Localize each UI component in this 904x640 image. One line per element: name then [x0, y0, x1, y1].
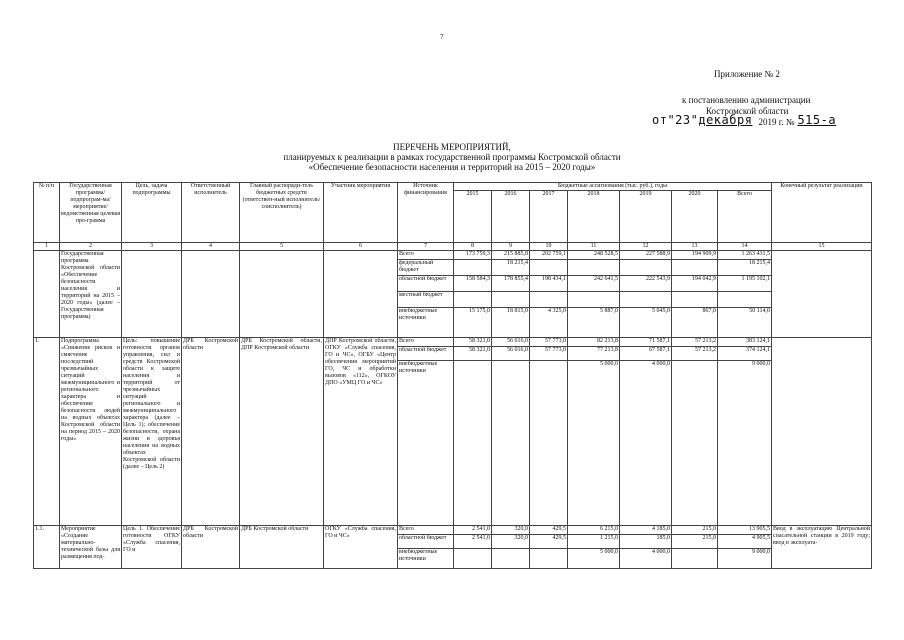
- column-number: 5: [240, 243, 324, 251]
- budget-value: 242 641,5: [568, 276, 620, 292]
- budget-value: 15 175,0: [454, 308, 492, 338]
- budget-value: 429,5: [530, 535, 568, 549]
- header-participant: Участник мероприятия: [324, 183, 398, 243]
- budget-value: 1 215,0: [568, 535, 620, 549]
- budget-value: 248 528,5: [568, 251, 620, 260]
- funding-source: Всего: [398, 338, 454, 347]
- measure-name: Мероприятие «Создание материально-технической базы для размещения под-: [60, 526, 122, 569]
- column-number: 12: [620, 243, 672, 251]
- header-year: 2018: [568, 191, 620, 243]
- budget-value: 5 000,0: [568, 549, 620, 569]
- budget-value: 4 000,0: [620, 549, 672, 569]
- program-row: [34, 251, 872, 260]
- header-source: Источник финансирования: [398, 183, 454, 243]
- budget-total: 13 905,5: [718, 526, 772, 535]
- budget-total: 383 124,1: [718, 338, 772, 347]
- budget-value: [454, 260, 492, 276]
- funding-source: областной бюджет: [398, 535, 454, 549]
- budget-value: [568, 292, 620, 308]
- budget-value: [530, 292, 568, 308]
- measures-table: [33, 182, 872, 569]
- page-number: 7: [440, 33, 444, 41]
- budget-value: 58 321,0: [454, 347, 492, 361]
- budget-value: 429,5: [530, 526, 568, 535]
- budget-value: 58 321,0: [454, 338, 492, 347]
- budget-total: 9 000,0: [718, 361, 772, 526]
- budget-value: 82 213,8: [568, 338, 620, 347]
- budget-value: 56 016,0: [492, 338, 530, 347]
- budget-value: 215 885,8: [492, 251, 530, 260]
- column-number: 7: [398, 243, 454, 251]
- budget-value: 215,0: [672, 526, 718, 535]
- header-year: 2017: [530, 191, 568, 243]
- budget-value: 18 815,0: [492, 308, 530, 338]
- budget-value: 173 759,3: [454, 251, 492, 260]
- column-number: 10: [530, 243, 568, 251]
- budget-value: [568, 260, 620, 276]
- budget-value: 71 587,1: [620, 338, 672, 347]
- date-month: декабря: [698, 113, 753, 127]
- title-line-2: планируемых к реализации в рамках государственной программы Костромской области: [283, 152, 621, 162]
- budget-value: 178 855,4: [492, 276, 530, 292]
- measure-goal: Цель 1. Обеспечение готовности ОГКУ «Служба спасения, ГО и: [122, 526, 182, 569]
- budget-value: 185,0: [620, 535, 672, 549]
- budget-value: [454, 549, 492, 569]
- funding-source: внебюджетные источники: [398, 361, 454, 526]
- budget-value: 4 325,0: [530, 308, 568, 338]
- budget-value: [492, 549, 530, 569]
- budget-value: 2 541,0: [454, 526, 492, 535]
- budget-value: 194 042,9: [672, 276, 718, 292]
- budget-value: [672, 260, 718, 276]
- budget-value: 57 213,2: [672, 338, 718, 347]
- budget-value: 67 587,1: [620, 347, 672, 361]
- column-number: 2: [60, 243, 122, 251]
- subprogram-name: Подпрограмма «Снижение рисков и смягчение последствий чрезвычайных ситуаций межмуниципального и регионального характера и обеспечение безопасности людей на водных объектах Костромской области на период 2015 – 2020 годы»: [60, 338, 122, 526]
- budget-total: 374 124,1: [718, 347, 772, 361]
- column-number: 15: [772, 243, 872, 251]
- header-total: Всего: [718, 191, 772, 243]
- header-budget: Бюджетные ассигнования (тыс. руб.), годы: [454, 183, 772, 191]
- budget-value: 194 909,9: [672, 251, 718, 260]
- budget-value: 2 541,0: [454, 535, 492, 549]
- program-name: Государственная программа Костромской области «Обеспечение безопасности населения и территорий на 2015 – 2020 годы» (далее – Государственная программа): [60, 251, 122, 338]
- budget-value: 77 213,8: [568, 347, 620, 361]
- budget-total: 4 905,5: [718, 535, 772, 549]
- budget-value: 227 588,9: [620, 251, 672, 260]
- measure-row: [34, 526, 872, 535]
- budget-value: 158 584,3: [454, 276, 492, 292]
- budget-value: [530, 549, 568, 569]
- region-label: Костромской области: [706, 106, 789, 116]
- budget-value: 5 045,0: [620, 308, 672, 338]
- column-number: 3: [122, 243, 182, 251]
- budget-value: 320,0: [492, 526, 530, 535]
- decree-number: 515-а: [797, 113, 837, 127]
- date-year: 2019 г. №: [758, 117, 795, 127]
- subprogram-goal: Цель: повышение готовности органов управления, сил и средств Костромской области к защите населения и территорий от чрезвычайных ситуаций регионального и межмуниципального характера (далее – Цель 1); обеспечение безопасности, охрана жизни и здоровья населения на водных объектах Костромской области (далее – Цель 2): [122, 338, 182, 526]
- budget-value: [672, 549, 718, 569]
- budget-value: [530, 260, 568, 276]
- budget-value: 198 434,1: [530, 276, 568, 292]
- date-day: от"23": [652, 113, 699, 127]
- subprogram-row: [34, 338, 872, 347]
- header-year: 2019: [620, 191, 672, 243]
- header-manager: Главный распоряди-тель бюджетных средств (ответствен-ный исполнитель/ соисполнитель): [240, 183, 324, 243]
- funding-source: областной бюджет: [398, 276, 454, 292]
- budget-value: [454, 361, 492, 526]
- decree-date-line: [652, 113, 836, 127]
- funding-source: внебюджетные источники: [398, 308, 454, 338]
- budget-value: [620, 292, 672, 308]
- measure-executor: ДРБ Костромской области: [182, 526, 240, 569]
- budget-value: 57 213,2: [672, 347, 718, 361]
- row-number: 1.1.: [34, 526, 60, 569]
- funding-source: Всего: [398, 251, 454, 260]
- budget-value: 5 000,0: [568, 361, 620, 526]
- header-year: 2016: [492, 191, 530, 243]
- budget-value: [672, 361, 718, 526]
- budget-total: 1 195 102,1: [718, 276, 772, 292]
- subprogram-executor: ДРБ Костромской области: [182, 338, 240, 526]
- document-title: [0, 142, 904, 172]
- budget-total: 18 215,4: [718, 260, 772, 276]
- budget-total: [718, 292, 772, 308]
- measure-result: Ввод в эксплуатацию Центральной спасательной станции в 2019 году; ввод в эксплуата-: [772, 526, 872, 569]
- funding-source: местный бюджет: [398, 292, 454, 308]
- budget-value: [530, 361, 568, 526]
- funding-source: внебюджетные источники: [398, 549, 454, 569]
- measure-participant: ОГКУ «Служба спасения, ГО и ЧС»: [324, 526, 398, 569]
- column-number-row: [34, 243, 872, 251]
- budget-value: 57 773,0: [530, 347, 568, 361]
- budget-value: [672, 292, 718, 308]
- column-number: 13: [672, 243, 718, 251]
- budget-value: 867,0: [672, 308, 718, 338]
- budget-value: 4 000,0: [620, 361, 672, 526]
- budget-value: 18 215,4: [492, 260, 530, 276]
- header-goal: Цель, задача подпрограммы: [122, 183, 182, 243]
- header-year: 2015: [454, 191, 492, 243]
- column-number: 4: [182, 243, 240, 251]
- budget-value: [454, 292, 492, 308]
- funding-source: федеральный бюджет: [398, 260, 454, 276]
- column-number: 1: [34, 243, 60, 251]
- budget-total: 50 114,0: [718, 308, 772, 338]
- budget-value: [492, 361, 530, 526]
- budget-value: 57 773,0: [530, 338, 568, 347]
- budget-value: [620, 260, 672, 276]
- budget-value: 202 759,1: [530, 251, 568, 260]
- measure-manager: ДРБ Костромской области: [240, 526, 324, 569]
- header-program: Государственная программа/ подпрограм-ма/мероприятие/ ведомственная целевая про-грамма: [60, 183, 122, 243]
- subprogram-manager: ДРБ Костромской области, ДПР Костромской области: [240, 338, 324, 526]
- header-executor: Ответственный исполнитель: [182, 183, 240, 243]
- budget-value: 215,0: [672, 535, 718, 549]
- column-number: 9: [492, 243, 530, 251]
- column-number: 11: [568, 243, 620, 251]
- appendix-label: Приложение № 2: [714, 69, 780, 79]
- budget-value: 4 185,0: [620, 526, 672, 535]
- funding-source: областной бюджет: [398, 347, 454, 361]
- header-num: № п/п: [34, 183, 60, 243]
- subprogram-participant: ДПР Костромской области, ОГКУ «Служба спасения, ГО и ЧС», ОГБУ «Центр обеспечения мероприятий ГО, ЧС и обработки вызовов «112», ОГКОУ ДПО «УМЦ ГО и ЧС»: [324, 338, 398, 526]
- header-year: 2020: [672, 191, 718, 243]
- row-number: 1.: [34, 338, 60, 526]
- budget-value: 320,0: [492, 535, 530, 549]
- budget-value: [492, 292, 530, 308]
- column-number: 6: [324, 243, 398, 251]
- budget-value: 6 215,0: [568, 526, 620, 535]
- budget-total: 1 263 431,5: [718, 251, 772, 260]
- column-number: 8: [454, 243, 492, 251]
- decree-label: к постановлению администрации: [682, 95, 811, 105]
- header-result: Конечный результат реализации: [772, 183, 872, 243]
- budget-value: 5 887,0: [568, 308, 620, 338]
- title-line-1: ПЕРЕЧЕНЬ МЕРОПРИЯТИЙ,: [393, 142, 511, 152]
- title-line-3: «Обеспечение безопасности населения и территорий на 2015 – 2020 годы»: [308, 162, 596, 172]
- column-number: 14: [718, 243, 772, 251]
- budget-value: 56 016,0: [492, 347, 530, 361]
- funding-source: Всего: [398, 526, 454, 535]
- budget-value: 222 543,9: [620, 276, 672, 292]
- budget-total: 9 000,0: [718, 549, 772, 569]
